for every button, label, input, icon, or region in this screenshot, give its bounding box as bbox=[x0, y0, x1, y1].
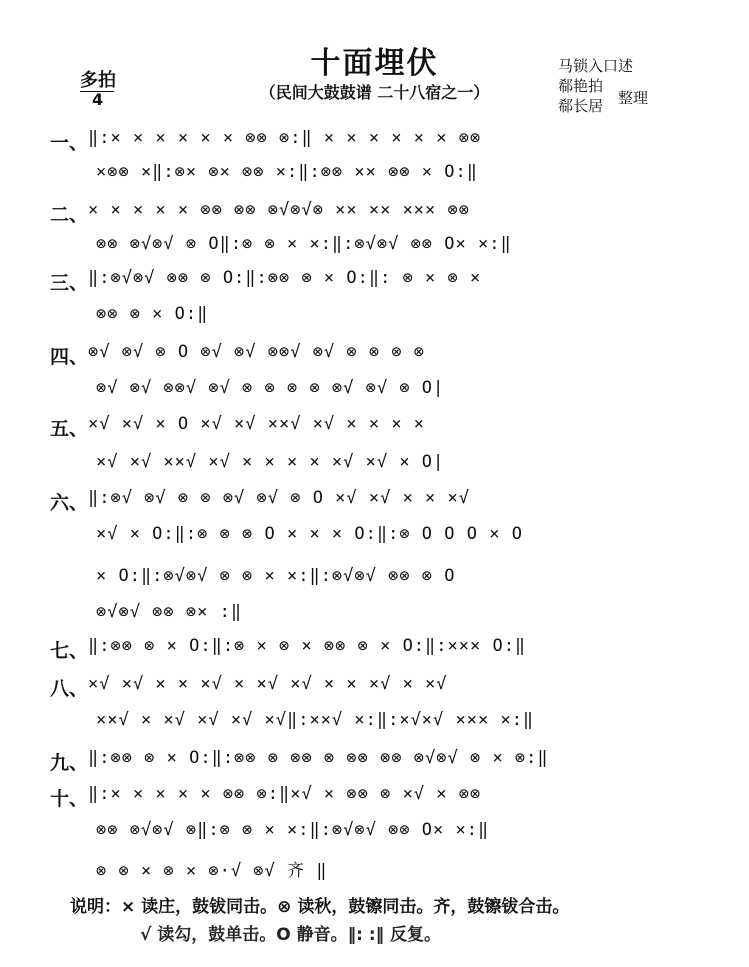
score-notation: ×⊗⊗ ×‖:⊗× ⊗× ⊗⊗ ×:‖:⊗⊗ ×× ⊗⊗ × O:‖ bbox=[96, 162, 478, 182]
score-line bbox=[0, 850, 749, 890]
credit-name: 郗长居 bbox=[558, 97, 604, 115]
score-line bbox=[0, 814, 749, 854]
score-notation: ⊗√⊗√ ⊗⊗ ⊗× :‖ bbox=[96, 602, 243, 622]
meter-label: 多拍 bbox=[80, 70, 116, 91]
score-line bbox=[0, 778, 749, 818]
score-notation: ‖:⊗⊗ ⊗ × O:‖:⊗⊗ ⊗ ⊗⊗ ⊗ ⊗⊗ ⊗⊗ ⊗√⊗√ ⊗ × ⊗:‖ bbox=[88, 748, 549, 768]
notes-line-1 bbox=[70, 892, 569, 917]
section-number: 五、 bbox=[50, 418, 89, 440]
score-notation: × × × × × ⊗⊗ ⊗⊗ ⊗√⊗√⊗ ×× ×× ××× ⊗⊗ bbox=[88, 200, 470, 220]
score-line bbox=[0, 298, 749, 338]
score-notation: ‖:× × × × × × ⊗⊗ ⊗:‖ × × × × × × ⊗⊗ bbox=[88, 128, 482, 148]
section-number: 七、 bbox=[50, 640, 89, 662]
score-line bbox=[0, 704, 749, 744]
score-notation: ⊗⊗ ⊗ × O:‖ bbox=[96, 304, 209, 324]
score-line bbox=[0, 560, 749, 600]
score-notation: ×√ ×√ × × ×√ × ×√ ×√ × × ×√ × ×√ bbox=[88, 674, 448, 694]
score-line bbox=[0, 408, 749, 448]
score-notation: ⊗√ ⊗√ ⊗⊗√ ⊗√ ⊗ ⊗ ⊗ ⊗ ⊗√ ⊗√ ⊗ O| bbox=[96, 378, 445, 398]
credit-name: 郗艳拍 bbox=[558, 77, 604, 95]
page-title: 十面埋伏 bbox=[310, 46, 439, 81]
meter-number: 4 bbox=[92, 90, 104, 109]
score-notation: ⊗√ ⊗√ ⊗ O ⊗√ ⊗√ ⊗⊗√ ⊗√ ⊗ ⊗ ⊗ ⊗ bbox=[88, 342, 426, 362]
score-notation: ‖:⊗√⊗√ ⊗⊗ ⊗ O:‖:⊗⊗ ⊗ × O:‖: ⊗ × ⊗ × bbox=[88, 268, 482, 288]
score-line bbox=[0, 518, 749, 558]
notes-line-2: √ 读勾，鼓单击。O 静音。‖: :‖ 反复。 bbox=[140, 925, 442, 945]
section-number: 八、 bbox=[50, 678, 89, 700]
score-line bbox=[0, 630, 749, 670]
score-notation: ⊗ ⊗ × ⊗ × ⊗·√ ⊗√ 齐 ‖ bbox=[96, 861, 328, 881]
section-number: 六、 bbox=[50, 492, 89, 514]
section-number: 一、 bbox=[50, 132, 89, 154]
page-subtitle: （民间大鼓鼓谱 二十八宿之一） bbox=[259, 83, 490, 102]
score-line bbox=[0, 742, 749, 782]
score-line bbox=[0, 668, 749, 708]
score-notation: ‖:× × × × × ⊗⊗ ⊗:‖×√ × ⊗⊗ ⊗ ×√ × ⊗⊗ bbox=[88, 784, 482, 804]
notes-text-1: × 读庄，鼓钹同击。⊗ 读秋，鼓镲同击。齐，鼓镲钹合击。 bbox=[121, 897, 570, 917]
section-number: 四、 bbox=[50, 346, 89, 368]
section-number: 九、 bbox=[50, 752, 89, 774]
score-notation: ‖:⊗√ ⊗√ ⊗ ⊗ ⊗√ ⊗√ ⊗ O ×√ ×√ × × ×√ bbox=[88, 488, 470, 508]
section-number: 二、 bbox=[50, 204, 89, 226]
credit-name: 马锁入口述 bbox=[558, 57, 634, 75]
score-line bbox=[0, 262, 749, 302]
score-notation: ×√ ×√ ××√ ×√ × × × × ×√ ×√ × O| bbox=[96, 452, 445, 472]
score-line bbox=[0, 156, 749, 196]
score-notation: ××√ × ×√ ×√ ×√ ×√‖:××√ ×:‖:×√×√ ××× ×:‖ bbox=[96, 710, 535, 730]
section-number: 三、 bbox=[50, 272, 89, 294]
credits-block bbox=[558, 56, 649, 116]
score-notation: × O:‖:⊗√⊗√ ⊗ ⊗ × ×:‖:⊗√⊗√ ⊗⊗ ⊗ O bbox=[96, 566, 456, 586]
score-notation: ⊗⊗ ⊗√⊗√ ⊗‖:⊗ ⊗ × ×:‖:⊗√⊗√ ⊗⊗ O× ×:‖ bbox=[96, 820, 490, 840]
score-line bbox=[0, 482, 749, 522]
credit-role: 整理 bbox=[618, 89, 649, 107]
section-number: 十、 bbox=[50, 788, 89, 810]
score-notation: ‖:⊗⊗ ⊗ × O:‖:⊗ × ⊗ × ⊗⊗ ⊗ × O:‖:××× O:‖ bbox=[88, 636, 527, 656]
notes-label: 说明： bbox=[70, 897, 121, 917]
score-line bbox=[0, 336, 749, 376]
score-notation: ×√ × O:‖:⊗ ⊗ ⊗ O × × × O:‖:⊗ O O O × O bbox=[96, 524, 523, 544]
score-line bbox=[0, 446, 749, 486]
score-line bbox=[0, 372, 749, 412]
score-notation: ⊗⊗ ⊗√⊗√ ⊗ O‖:⊗ ⊗ × ×:‖:⊗√⊗√ ⊗⊗ O× ×:‖ bbox=[96, 234, 512, 254]
score-notation: ×√ ×√ × O ×√ ×√ ××√ ×√ × × × × bbox=[88, 414, 426, 434]
